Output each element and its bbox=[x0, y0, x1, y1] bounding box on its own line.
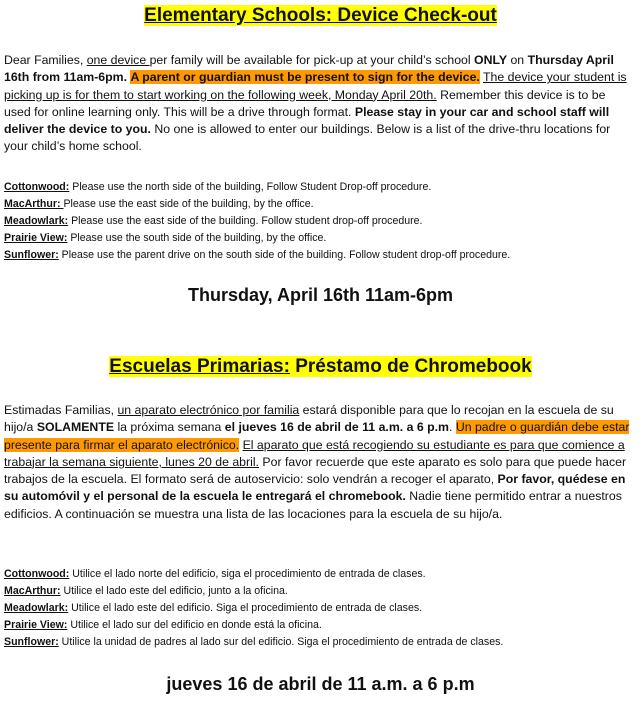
list-item bbox=[4, 213, 634, 230]
es-text-5: la próxima semana bbox=[114, 420, 225, 435]
spanish-title bbox=[0, 356, 641, 378]
list-item bbox=[4, 583, 634, 600]
school-name: Sunflower: bbox=[4, 636, 59, 648]
en-only: ONLY bbox=[474, 53, 508, 67]
en-parent-required: A parent or guardian must be present to sign for the device. bbox=[130, 70, 480, 85]
english-title-text: Elementary Schools: Device Check-out bbox=[144, 5, 497, 26]
spanish-title-part-2: Préstamo de Chromebook bbox=[289, 356, 532, 377]
spanish-date-heading: jueves 16 de abril de 11 a.m. a 6 p.m bbox=[166, 674, 475, 694]
list-item bbox=[4, 179, 634, 196]
es-text-3: estará disponible para que lo recojan en la escuela de su hijo/a bbox=[4, 403, 614, 435]
school-name: Sunflower: bbox=[4, 249, 59, 261]
spanish-title-part-1: Escuelas Primarias: bbox=[109, 356, 290, 377]
school-name: Meadowlark: bbox=[4, 602, 69, 614]
spanish-title-text bbox=[109, 356, 531, 377]
en-one-device: one device bbox=[86, 53, 150, 67]
english-date-heading: Thursday, April 16th 11am-6pm bbox=[187, 285, 454, 305]
en-date-inline: Thursday April 16th from 11am-6pm. bbox=[4, 53, 614, 85]
en-text-13: No one is allowed to enter our buildings. Below is a list of the drive-thru locations for your child’s home school. bbox=[4, 122, 611, 154]
school-name: Cottonwood: bbox=[4, 181, 70, 193]
school-instructions: Utilice el lado este del edificio. Siga el procedimiento de entrada de clases. bbox=[68, 602, 423, 614]
es-one-device: un aparato electrónico por familia bbox=[117, 403, 300, 417]
es-stay-in-car: Por favor, quédese en su automóvil y el personal de la escuela le entregará el chromebook. bbox=[4, 472, 626, 504]
en-text-3: per family will be available for pick-up at your child’s school bbox=[149, 53, 475, 67]
list-item bbox=[4, 600, 634, 617]
school-instructions: Please use the parent drive on the south side of the building. Follow student drop-off procedure. bbox=[58, 249, 511, 261]
school-name: Meadowlark: bbox=[4, 215, 69, 227]
school-instructions: Please use the east side of the building. Follow student drop-off procedure. bbox=[68, 215, 423, 227]
en-stay-in-car: Please stay in your car and school staff will deliver the device to you. bbox=[4, 104, 610, 137]
es-only: SOLAMENTE bbox=[36, 420, 115, 435]
list-item bbox=[4, 230, 634, 247]
school-instructions: Utilice la unidad de padres al lado sur del edificio. Siga el procedimiento de entrada de clases. bbox=[58, 636, 504, 648]
school-instructions: Utilice el lado sur del edificio en donde está la oficina. bbox=[67, 619, 322, 631]
es-text-1: Estimadas Familias, bbox=[4, 403, 118, 417]
es-parent-required: Un padre o guardián debe estar presente para firmar el aparato electrónico. bbox=[4, 420, 630, 452]
school-instructions: Please use the east side of the building, by the office. bbox=[63, 198, 314, 210]
school-name: MacArthur: bbox=[4, 585, 61, 597]
english-paragraph bbox=[4, 52, 634, 156]
es-text-11: Por favor recuerde que este aparato es solo para que puede hacer trabajos de la escuela. El formato será de autoservicio: solo vendrán a recoger el aparato, bbox=[4, 454, 627, 487]
list-item bbox=[4, 617, 634, 634]
es-period: . bbox=[448, 420, 456, 435]
spanish-school-list bbox=[4, 566, 634, 651]
en-text-11: Remember this device is to be used for online learning only. This will be a drive through format. bbox=[4, 87, 606, 119]
english-title bbox=[0, 5, 641, 27]
school-instructions: Please use the north side of the building, Follow Student Drop-off procedure. bbox=[69, 181, 432, 193]
en-text-1: Dear Families, bbox=[4, 53, 87, 67]
school-instructions: Utilice el lado este del edificio, junto a la oficina. bbox=[60, 585, 288, 597]
list-item bbox=[4, 566, 634, 583]
school-name: Prairie View: bbox=[4, 619, 68, 631]
en-device-purpose: The device your student is picking up is for them to start working on the following week, Monday April 20th. bbox=[4, 70, 627, 102]
es-device-purpose: El aparato que está recogiendo su estudiante es para que comience a trabajar la semana siguiente, lunes 20 de abril. bbox=[4, 437, 625, 469]
school-instructions: Please use the south side of the building, by the office. bbox=[67, 232, 327, 244]
es-text-13: Nadie tiene permitido entrar a nuestros edificios. A continuación se muestra una lista de las locaciones para la escuela de su hijo/a. bbox=[4, 489, 622, 521]
school-name: MacArthur: bbox=[4, 198, 64, 210]
es-date-inline: el jueves 16 de abril de 11 a.m. a 6 p.m bbox=[224, 420, 449, 435]
en-text-5: on bbox=[507, 53, 528, 67]
english-school-list bbox=[4, 179, 634, 264]
school-instructions: Utilice el lado norte del edificio, siga el procedimiento de entrada de clases. bbox=[69, 568, 426, 580]
school-name: Cottonwood: bbox=[4, 568, 70, 580]
school-name: Prairie View: bbox=[4, 232, 68, 244]
list-item bbox=[4, 247, 634, 264]
list-item bbox=[4, 634, 634, 651]
list-item bbox=[4, 196, 634, 213]
spanish-paragraph bbox=[4, 402, 634, 523]
